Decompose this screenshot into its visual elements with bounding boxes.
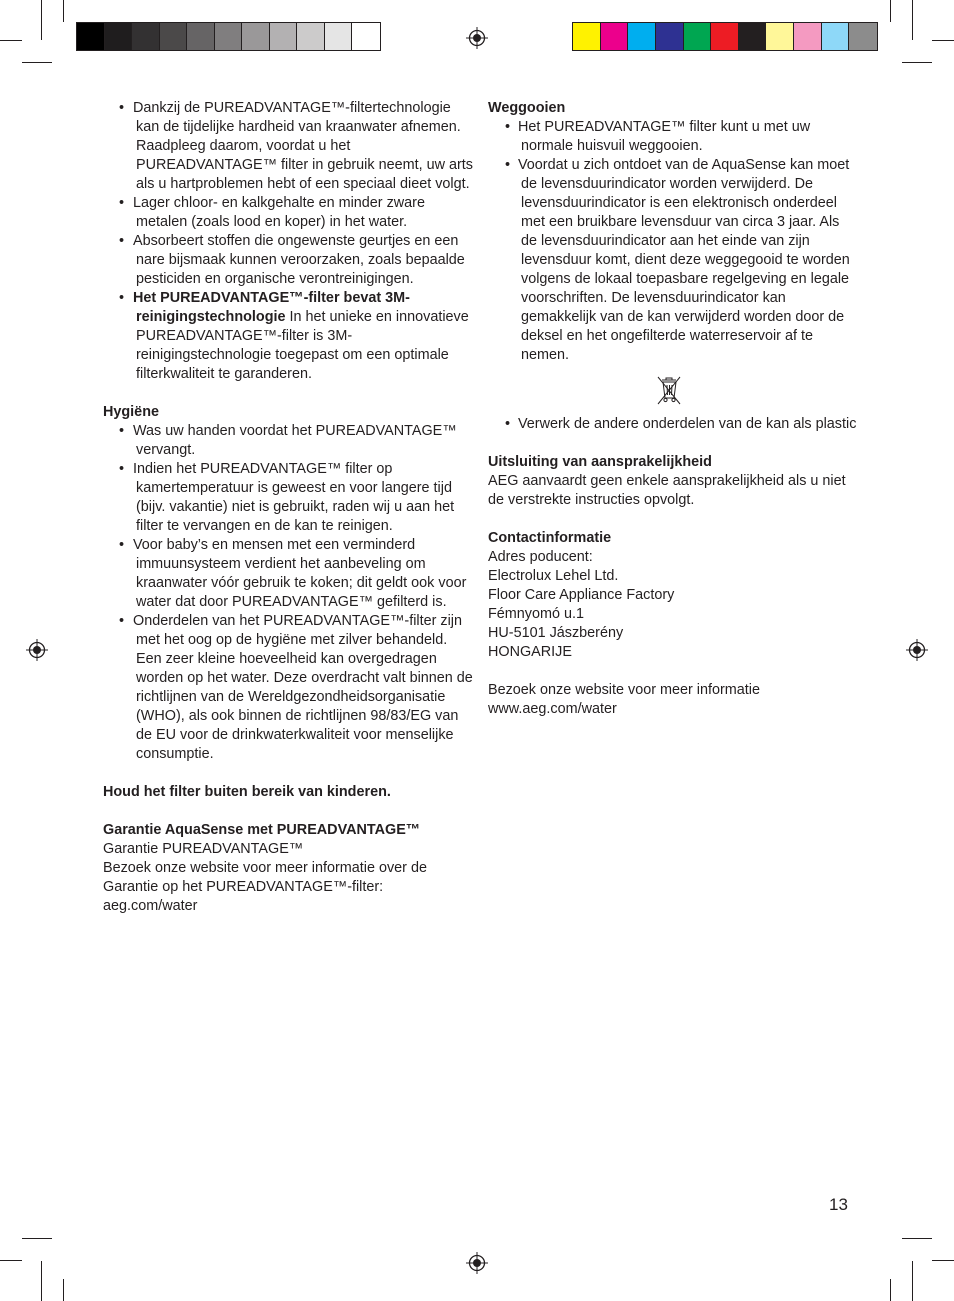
color-swatch [711,23,739,50]
registration-mark-icon [906,639,928,661]
color-swatch [656,23,684,50]
section-heading-hygiene: Hygiëne [103,404,159,420]
color-swatch [739,23,767,50]
crop-mark [890,1279,891,1301]
crop-mark [0,40,22,41]
bullet-bold-lead: Het PUREADVANTAGE™-filter bevat 3M-reinigingstechnologie [133,290,410,325]
left-column [103,99,473,916]
grayscale-color-bar [76,22,381,51]
contact-line: Fémnyomó u.1 [488,606,584,622]
contact-line: Adres poducent: [488,549,593,565]
color-swatch [573,23,601,50]
crop-mark [932,40,954,41]
crop-mark [932,1260,954,1261]
color-swatch [297,23,325,50]
registration-mark-icon [26,639,48,661]
liability-text: AEG aanvaardt geen enkele aansprakelijkheid als u niet de verstrekte instructies opvolgt. [488,473,846,508]
list-item: • Voor baby’s en mensen met een verminderd immuunsysteem verdient het aanbeveling om kraanwater vóór gebruik te koken; dit geldt ook voor water dat door PUREADVANTAGE™ gefilterd is. [103,536,473,612]
list-item: • Indien het PUREADVANTAGE™ filter op kamertemperatuur is geweest en voor langere tijd (bijv. vakantie) niet is gebruikt, raden wij u aan het filter te vervangen en de kan te reinigen. [103,460,473,536]
warranty-line: Garantie PUREADVANTAGE™ [103,841,304,857]
crop-mark [41,1261,42,1301]
crop-mark [0,1260,22,1261]
crop-mark [63,1279,64,1301]
contact-line: HONGARIJE [488,644,572,660]
crossed-out-wheelie-bin-icon [656,374,682,406]
contact-line: Floor Care Appliance Factory [488,587,675,603]
registration-mark-icon [466,1252,488,1274]
disposal-list-plastic [488,415,858,434]
right-column [488,99,858,719]
crop-mark [41,0,42,40]
crop-mark [63,0,64,22]
color-swatch [325,23,353,50]
color-swatch [352,23,380,50]
feature-list [103,99,473,384]
color-swatch [132,23,160,50]
section-heading-contact: Contactinformatie [488,530,612,546]
warranty-text: Bezoek onze website voor meer informatie over de Garantie op het PUREADVANTAGE™-filter: aeg.com/water [103,860,427,914]
website-info: Bezoek onze website voor meer informatie [488,682,760,698]
bullet-text: In het unieke en innovatieve PUREADVANTAGE™-filter is 3M-reinigingstechnologie toegepast om een optimale filterkwaliteit te garanderen. [136,309,469,382]
disposal-list [488,118,858,365]
process-color-bar [572,22,878,51]
hygiene-list [103,422,473,764]
section-heading-disposal: Weggooien [488,100,566,116]
color-swatch [187,23,215,50]
contact-line: Electrolux Lehel Ltd. [488,568,619,584]
color-swatch [628,23,656,50]
color-swatch [849,23,877,50]
website-url: www.aeg.com/water [488,701,617,717]
color-swatch [242,23,270,50]
crop-mark [902,1238,932,1239]
children-warning: Houd het filter buiten bereik van kinderen. [103,784,391,800]
crop-mark [912,0,913,40]
section-heading-warranty: Garantie AquaSense met PUREADVANTAGE™ [103,822,421,838]
crop-mark [22,62,52,63]
section-heading-liability: Uitsluiting van aansprakelijkheid [488,454,712,470]
list-item: • Absorbeert stoffen die ongewenste geurtjes en een nare bijsmaak kunnen veroorzaken, zoals bepaalde pesticiden en organische verontreinigingen. [103,232,473,289]
list-item: • Onderdelen van het PUREADVANTAGE™-filter zijn met het oog op de hygiëne met zilver behandeld. Een zeer kleine hoeveelheid kan overgedragen worden op het water. Deze overdracht valt binnen de richtlijnen van de Wereldgezondheidsorganisatie (WHO), als ook binnen de richtlijnen 98/83/EG van de EU voor de drinkwaterkwaliteit voor menselijke consumptie. [103,612,473,764]
color-swatch [766,23,794,50]
color-swatch [160,23,188,50]
color-swatch [215,23,243,50]
page-number: 13 [829,1195,848,1214]
color-swatch [77,23,105,50]
crop-mark [902,62,932,63]
color-swatch [684,23,712,50]
crop-mark [890,0,891,22]
color-swatch [794,23,822,50]
list-item: • Het PUREADVANTAGE™ filter kunt u met uw normale huisvuil weggooien. [488,118,858,156]
color-swatch [105,23,133,50]
color-swatch [822,23,850,50]
list-item: • Voordat u zich ontdoet van de AquaSense kan moet de levensduurindicator worden verwijderd. De levensduurindicator is een elektronisch onderdeel met een bruikbare levensduur van circa 3 jaar. Als de levensduurindicator aan het einde van zijn levensduur komt, dient deze weggegooid te worden volgens de lokaal toepasbare regelgeving en legale voorschriften. De levensduurindicator kan gemakkelijk van de kan verwijderd worden door de deksel en het ongefilterde waterreservoir af te nemen. [488,156,858,365]
list-item: • Was uw handen voordat het PUREADVANTAGE™ vervangt. [103,422,473,460]
crop-mark [22,1238,52,1239]
contact-line: HU-5101 Jászberény [488,625,624,641]
list-item: • Dankzij de PUREADVANTAGE™-filtertechnologie kan de tijdelijke hardheid van kraanwater afnemen. Raadpleeg daarom, voordat u het PUREADVANTAGE™ filter in gebruik neemt, uw arts als u hartproblemen hebt of een speciaal dieet volgt. [103,99,473,194]
list-item: • Verwerk de andere onderdelen van de kan als plastic [488,415,858,434]
list-item: • Lager chloor- en kalkgehalte en minder zware metalen (zoals lood en koper) in het water. [103,194,473,232]
list-item [103,289,473,384]
color-swatch [270,23,298,50]
registration-mark-icon [466,27,488,49]
crop-mark [912,1261,913,1301]
color-swatch [601,23,629,50]
